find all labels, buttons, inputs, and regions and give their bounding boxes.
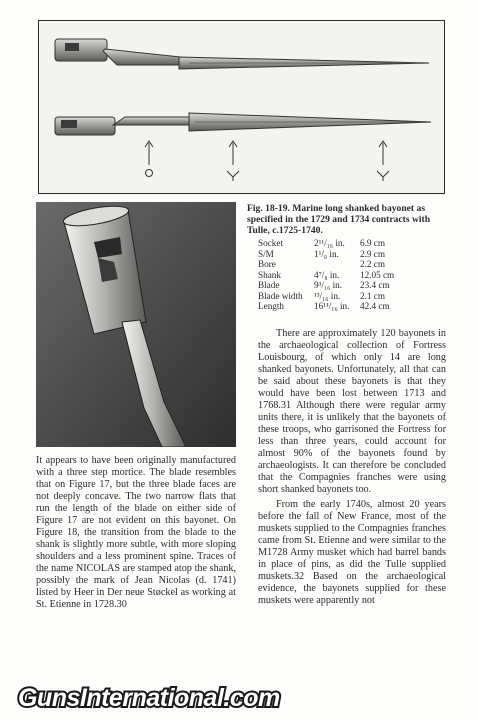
spec-metric: 2.1 cm — [360, 290, 386, 301]
spec-label: Blade — [258, 280, 280, 290]
table-row — [258, 301, 394, 312]
right-paragraph-1: There are approximately 120 bayonets in the archaeological collection of Fortress Louisbourg, of which only 14 are long shanked bayonets. Unfortunately, all that can be said about these bayonets is that they would have been lost between 1713 and 1768.31 Although there were regular army units there, it is unlikely that the bayonets of these troops, who garrisoned the Fortress for less than three years, could account for almost 90% of the bayonets found by archaeologists. It can therefore be concluded that the Compagnies franches were using short shanked bayonets too. — [258, 328, 446, 495]
bayonet-drawing-figure — [38, 20, 445, 194]
table-row — [258, 280, 394, 291]
spec-metric: 12.05 cm — [360, 269, 395, 280]
spec-imperial: 16¹¹/₁₆ in. — [314, 301, 350, 311]
bayonet-dimensions-table — [258, 238, 394, 312]
figure-caption — [247, 203, 447, 236]
spec-imperial — [314, 259, 360, 270]
spec-imperial: 2¹¹/₁₆ in. — [314, 238, 345, 248]
spec-label: Bore — [258, 259, 276, 269]
spec-metric: 42.4 cm — [360, 301, 390, 311]
bayonet-line-drawings — [39, 21, 444, 193]
spec-label: Blade width — [258, 290, 303, 301]
spec-imperial: 4⁷/₈ in. — [314, 269, 340, 280]
spec-label: Socket — [258, 238, 284, 248]
bayonet-socket-photograph — [36, 202, 236, 447]
left-text-column — [36, 455, 236, 611]
spec-label: S/M — [258, 248, 274, 259]
table-row — [258, 291, 394, 302]
table-row — [258, 249, 394, 260]
spec-metric: 6.9 cm — [360, 238, 386, 248]
gunsinternational-watermark-logo — [14, 676, 334, 716]
spec-label: Shank — [258, 269, 281, 280]
spec-imperial: 1¹/₈ in. — [314, 248, 339, 259]
svg-text:GunsInternational.com: GunsInternational.com — [18, 684, 280, 712]
left-paragraph: It appears to have been originally manufactured with a three step mortice. The blade resembles that on Figure 17, but the three blade faces are not deeply concave. The two narrow flats that run the length of the blade on either side of Figure 17 are not evident on this bayonet. On Figure 18, the transition from the blade to the shank is slightly more subtle, with more sloping shoulders and a less prominent spine. Traces of the name NICOLAS are stamped atop the shank, possibly the mark of Jean Nicolas (d. 1741) listed by Heer in Der neue Støckel as working at St. Etienne in 1728.30 — [36, 455, 236, 610]
spec-metric: 2.2 cm — [360, 259, 386, 269]
watermark-logo-graphic — [14, 676, 334, 716]
bayonet-top-view — [55, 39, 429, 69]
cross-section-markers — [145, 141, 389, 181]
table-row — [258, 270, 394, 281]
right-paragraph-2: From the early 1740s, almost 20 years before the fall of New France, most of the muskets supplied to the Compagnies franches came from St. Etienne and were similar to the M1728 Army musket which had barrel bands in place of pins, as did the Tulle supplied muskets.32 Based on the archaeological evidence, the bayonets supplied for these muskets were apparently not — [258, 499, 446, 606]
spec-metric: 23.4 cm — [360, 280, 390, 290]
photo-illustration — [36, 202, 236, 447]
figure-caption-text: Marine long shanked bayonet as specified in the 1729 and 1734 contracts with Tulle, c.1725-1740. — [247, 203, 431, 236]
spec-imperial: ¹³/₁₆ in. — [314, 290, 341, 301]
spec-imperial: 9³/₁₆ in. — [314, 280, 343, 290]
bayonet-side-view — [55, 113, 431, 135]
right-text-column — [258, 328, 446, 607]
spec-metric: 2.9 cm — [360, 248, 386, 259]
figure-label: Fig. 18-19. — [247, 203, 290, 214]
table-row — [258, 238, 394, 249]
spec-label: Length — [258, 301, 285, 311]
table-row — [258, 259, 394, 270]
